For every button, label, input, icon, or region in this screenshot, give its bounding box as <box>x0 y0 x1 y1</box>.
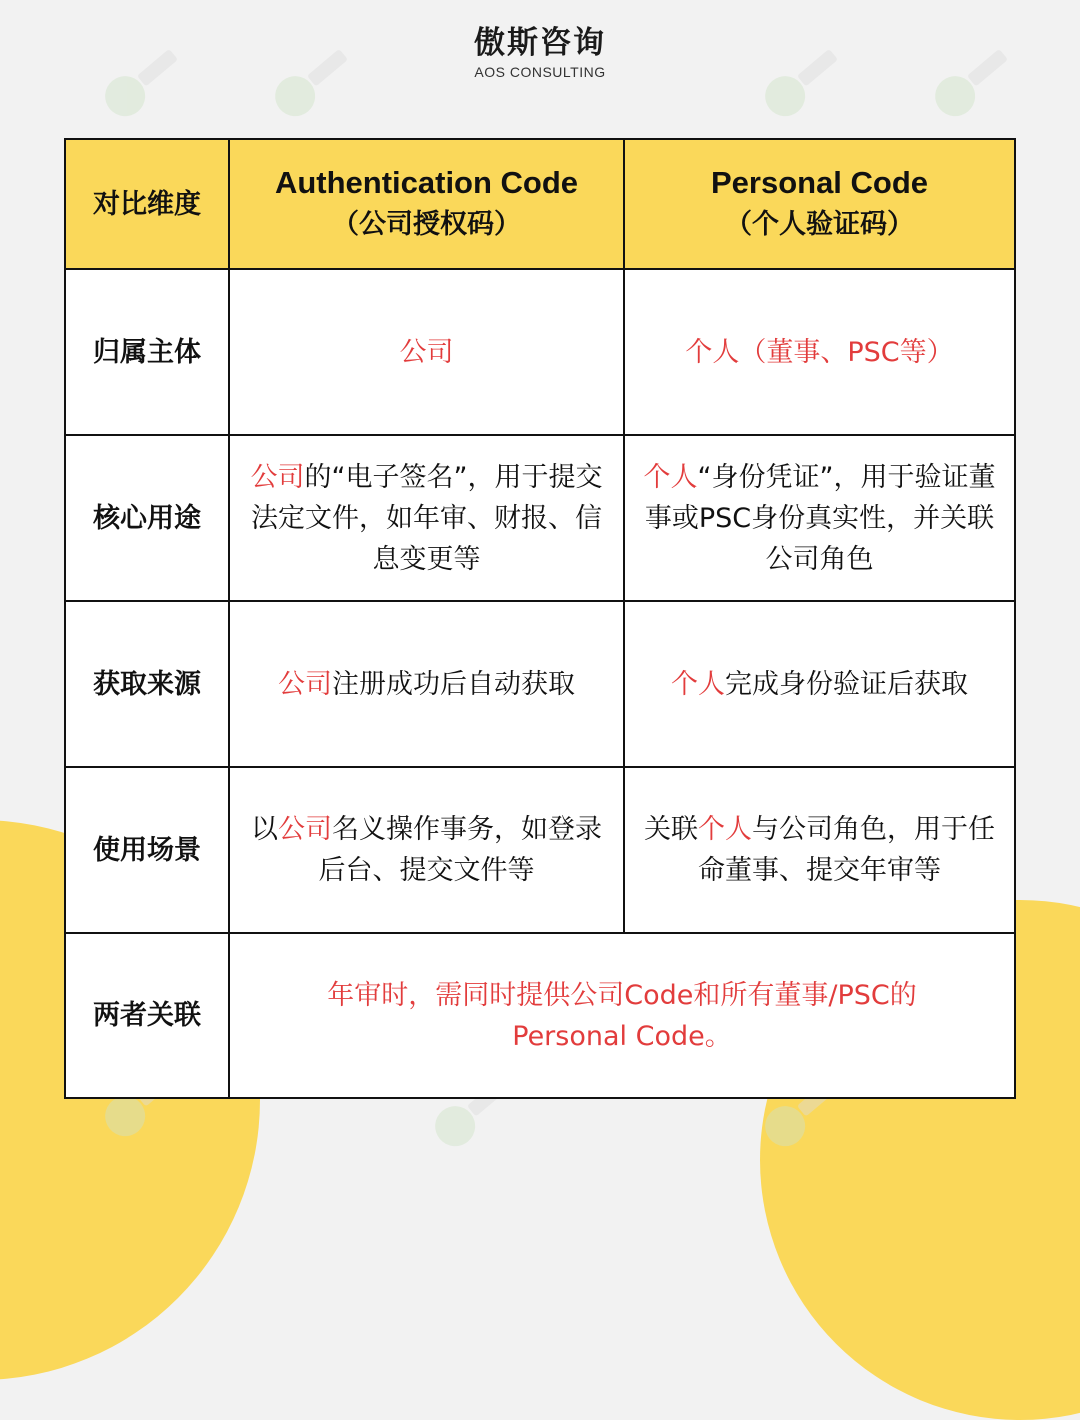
table-row <box>65 767 1015 933</box>
cell-text: 完成身份验证后获取 <box>725 668 968 700</box>
cell-personal <box>624 601 1015 767</box>
cell-auth <box>229 269 624 435</box>
cell-text: 的“电子签名”，用于提交法定文件，如年审、财报、信息变更等 <box>251 461 603 575</box>
cell-text: “身份凭证”，用于验证董事或PSC身份真实性，并关联公司角色 <box>644 461 996 575</box>
highlight-text: 公司 <box>278 668 332 700</box>
brand-name-cn: 傲斯咨询 <box>474 25 606 61</box>
row-label: 归属主体 <box>65 269 229 435</box>
cell-auth <box>229 601 624 767</box>
table-row-relation <box>65 933 1015 1098</box>
table-row <box>65 435 1015 601</box>
cell-auth <box>229 767 624 933</box>
highlight-text: 公司 <box>399 336 454 368</box>
highlight-text: 公司 <box>250 461 305 493</box>
highlight-text: 个人 <box>643 461 698 493</box>
header-personal-code <box>624 139 1015 269</box>
highlight-text: 个人（董事、PSC等） <box>685 336 954 368</box>
highlight-text: 个人 <box>671 668 725 700</box>
row-label: 两者关联 <box>65 933 229 1098</box>
header-personal-en: Personal Code <box>710 165 929 200</box>
table-header-row <box>65 139 1015 269</box>
row-label: 获取来源 <box>65 601 229 767</box>
cell-text: 关联 <box>644 814 698 845</box>
header-auth-en: Authentication Code <box>274 165 579 200</box>
header-authentication-code <box>229 139 624 269</box>
header-auth-cn: （公司授权码） <box>332 209 521 240</box>
cell-personal <box>624 269 1015 435</box>
relation-text: 年审时，需同时提供公司Code和所有董事/PSC的Personal Code。 <box>327 979 917 1052</box>
table-row <box>65 601 1015 767</box>
cell-relation <box>229 933 1015 1098</box>
cell-personal <box>624 435 1015 601</box>
cell-text: 以 <box>251 814 278 845</box>
highlight-text: 个人 <box>698 814 752 845</box>
cell-personal <box>624 767 1015 933</box>
cell-text: 与公司角色，用于任命董事、提交年审等 <box>698 814 995 886</box>
table-row <box>65 269 1015 435</box>
brand-name-en: AOS CONSULTING <box>474 64 606 80</box>
brand-header <box>0 24 1080 80</box>
highlight-text: 公司 <box>278 814 332 845</box>
cell-auth <box>229 435 624 601</box>
header-dimension: 对比维度 <box>65 139 229 269</box>
cell-text: 注册成功后自动获取 <box>332 668 575 700</box>
cell-text: 名义操作事务，如登录后台、提交文件等 <box>318 814 602 886</box>
row-label: 使用场景 <box>65 767 229 933</box>
comparison-table <box>64 138 1016 1099</box>
header-personal-cn: （个人验证码） <box>725 209 914 240</box>
row-label: 核心用途 <box>65 435 229 601</box>
